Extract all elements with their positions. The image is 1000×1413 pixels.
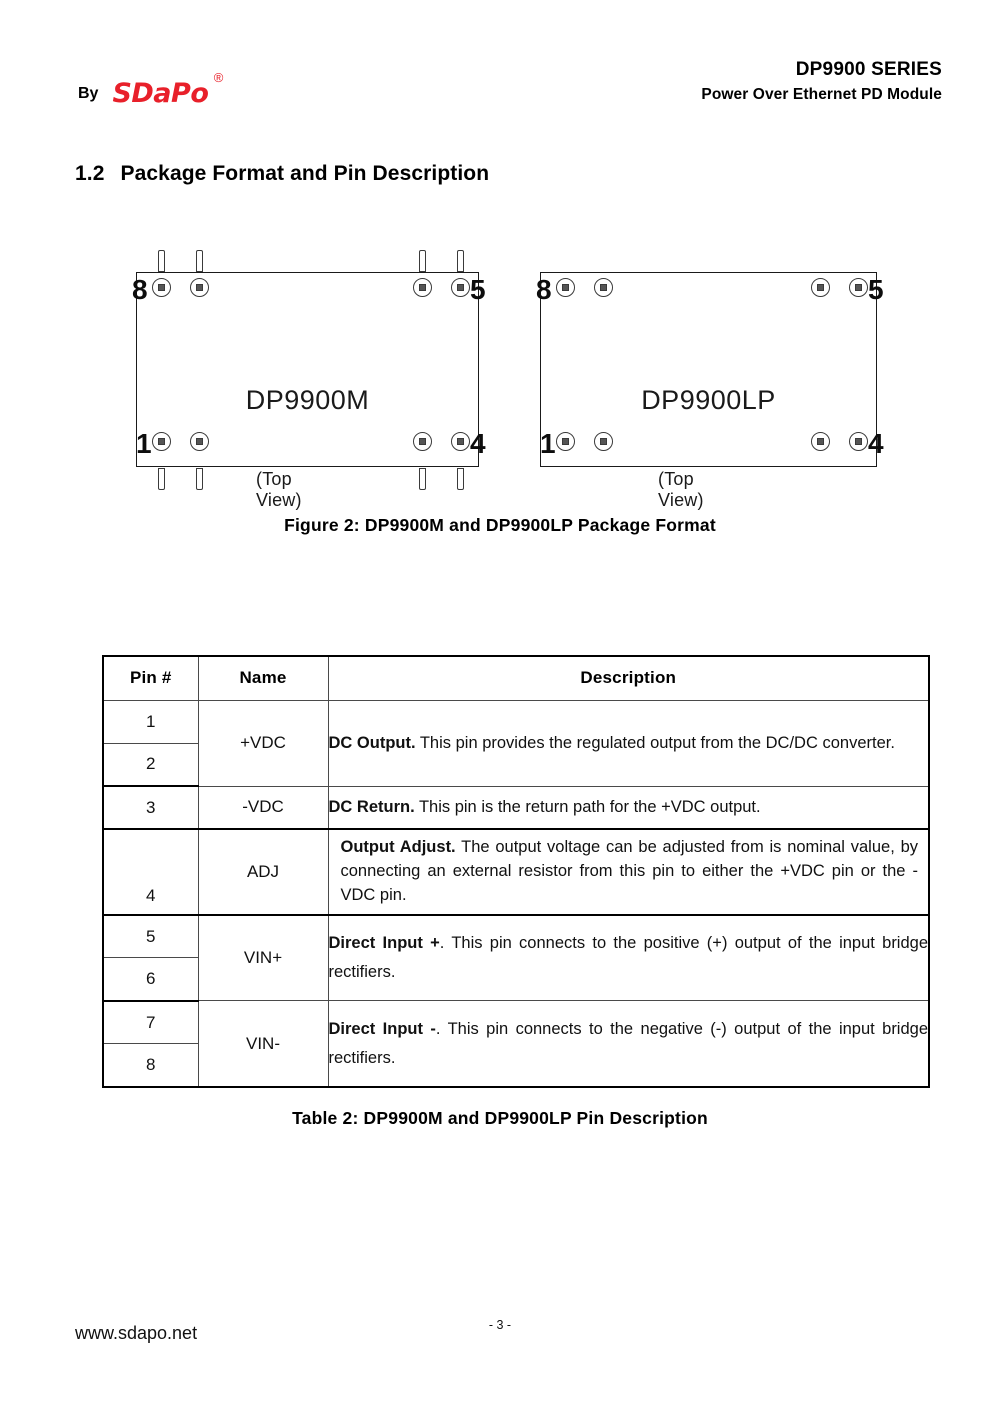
pin-name-cell: +VDC — [198, 700, 328, 786]
table-row — [103, 700, 929, 743]
description-bold-lead: DC Output. — [328, 733, 416, 752]
pad-pin-7 — [190, 278, 209, 297]
pad-pin-5 — [451, 278, 470, 297]
pad-pin-8 — [152, 278, 171, 297]
pin-number-top-left-lp: 8 — [536, 274, 552, 305]
package-label-dp9900lp: DP9900LP — [641, 385, 776, 415]
footer-website-url[interactable]: www.sdapo.net — [75, 1323, 198, 1343]
description-bold-lead: Output Adjust. — [340, 838, 456, 856]
footer-page-number: - 3 - — [488, 1318, 512, 1332]
pad-lp-pin-4 — [849, 432, 868, 451]
description-bold-lead: DC Return. — [328, 797, 415, 816]
table-row — [103, 1001, 929, 1044]
lead-pin-5 — [457, 250, 464, 272]
document-subtitle: Power Over Ethernet PD Module — [701, 85, 942, 103]
brand-name: SDaPo — [112, 78, 209, 109]
pin-name-cell: ADJ — [198, 829, 328, 915]
column-header-pin: Pin # — [103, 656, 198, 700]
pin-name-cell: -VDC — [198, 786, 328, 829]
brand-mark — [112, 70, 224, 109]
document-header-titles — [701, 58, 942, 105]
table-row — [103, 829, 929, 915]
pin-description-cell — [328, 1001, 929, 1087]
top-view-label-lp: (Top View) — [658, 469, 704, 510]
section-heading — [75, 162, 489, 186]
section-number: 1.2 — [75, 162, 105, 185]
pin-description-cell — [328, 915, 929, 1001]
pin-number-top-right-lp: 5 — [868, 274, 884, 305]
pad-lp-pin-2 — [594, 432, 613, 451]
section-title: Package Format and Pin Description — [120, 162, 490, 185]
pin-number-cell: 7 — [103, 1001, 198, 1044]
pad-lp-pin-8 — [556, 278, 575, 297]
pad-pin-4 — [451, 432, 470, 451]
pad-pin-3 — [413, 432, 432, 451]
top-view-label-m: (Top View) — [256, 469, 302, 510]
package-figure — [0, 240, 1000, 510]
pin-description-cell — [328, 786, 929, 829]
lead-pin-8 — [158, 250, 165, 272]
pin-number-cell: 5 — [103, 915, 198, 958]
lead-pin-3 — [419, 468, 426, 490]
pin-number-cell: 2 — [103, 743, 198, 786]
pad-lp-pin-5 — [849, 278, 868, 297]
page-header — [78, 58, 942, 118]
description-body: This pin provides the regulated output from the DC/DC converter. — [415, 733, 895, 752]
lead-pin-2 — [196, 468, 203, 490]
pin-number-bottom-left-lp: 1 — [540, 428, 556, 459]
pin-number-cell: 4 — [103, 829, 198, 915]
pin-number-top-left-m: 8 — [132, 274, 148, 305]
description-bold-lead: Direct Input + — [328, 934, 440, 953]
description-body: . This pin connects to the negative (-) output of the input bridge rectifiers. — [328, 1019, 929, 1067]
pin-number-cell: 1 — [103, 700, 198, 743]
lead-pin-6 — [419, 250, 426, 272]
table-header-row — [103, 656, 929, 700]
lead-pin-1 — [158, 468, 165, 490]
description-body: The output voltage can be adjusted from is nominal value, by connecting an external resistor from this pin to either the +VDC pin or the -VDC pin. — [340, 838, 918, 904]
column-header-description: Description — [328, 656, 929, 700]
pad-pin-6 — [413, 278, 432, 297]
pad-lp-pin-3 — [811, 432, 830, 451]
column-header-name: Name — [198, 656, 328, 700]
figure-caption: Figure 2: DP9900M and DP9900LP Package Format — [284, 515, 716, 535]
pin-number-cell: 8 — [103, 1044, 198, 1087]
description-bold-lead: Direct Input - — [328, 1019, 436, 1038]
brand-logo — [78, 70, 224, 109]
pin-number-bottom-left-m: 1 — [136, 428, 152, 459]
pad-lp-pin-1 — [556, 432, 575, 451]
pin-description-cell — [328, 829, 929, 915]
pin-number-bottom-right-lp: 4 — [868, 428, 884, 459]
pin-name-cell: VIN- — [198, 1001, 328, 1087]
pin-number-cell: 6 — [103, 958, 198, 1001]
description-body: . This pin connects to the positive (+) output of the input bridge rectifiers. — [328, 934, 929, 982]
brand-by-label: By — [78, 85, 99, 102]
pin-number-cell: 3 — [103, 786, 198, 829]
pin-description-table — [102, 655, 930, 1088]
pin-name-cell: VIN+ — [198, 915, 328, 1001]
pad-lp-pin-7 — [594, 278, 613, 297]
document-title: DP9900 SERIES — [795, 59, 942, 80]
description-body: This pin is the return path for the +VDC output. — [414, 797, 761, 816]
package-label-dp9900m: DP9900M — [245, 385, 370, 415]
lead-pin-7 — [196, 250, 203, 272]
table-row — [103, 786, 929, 829]
pin-number-top-right-m: 5 — [470, 274, 486, 305]
table-caption: Table 2: DP9900M and DP9900LP Pin Description — [292, 1108, 708, 1128]
registered-trademark-icon: ® — [213, 70, 224, 85]
pin-number-bottom-right-m: 4 — [470, 428, 486, 459]
pin-description-cell — [328, 700, 929, 786]
lead-pin-4 — [457, 468, 464, 490]
pad-pin-2 — [190, 432, 209, 451]
table-row — [103, 915, 929, 958]
pad-lp-pin-6 — [811, 278, 830, 297]
pad-pin-1 — [152, 432, 171, 451]
